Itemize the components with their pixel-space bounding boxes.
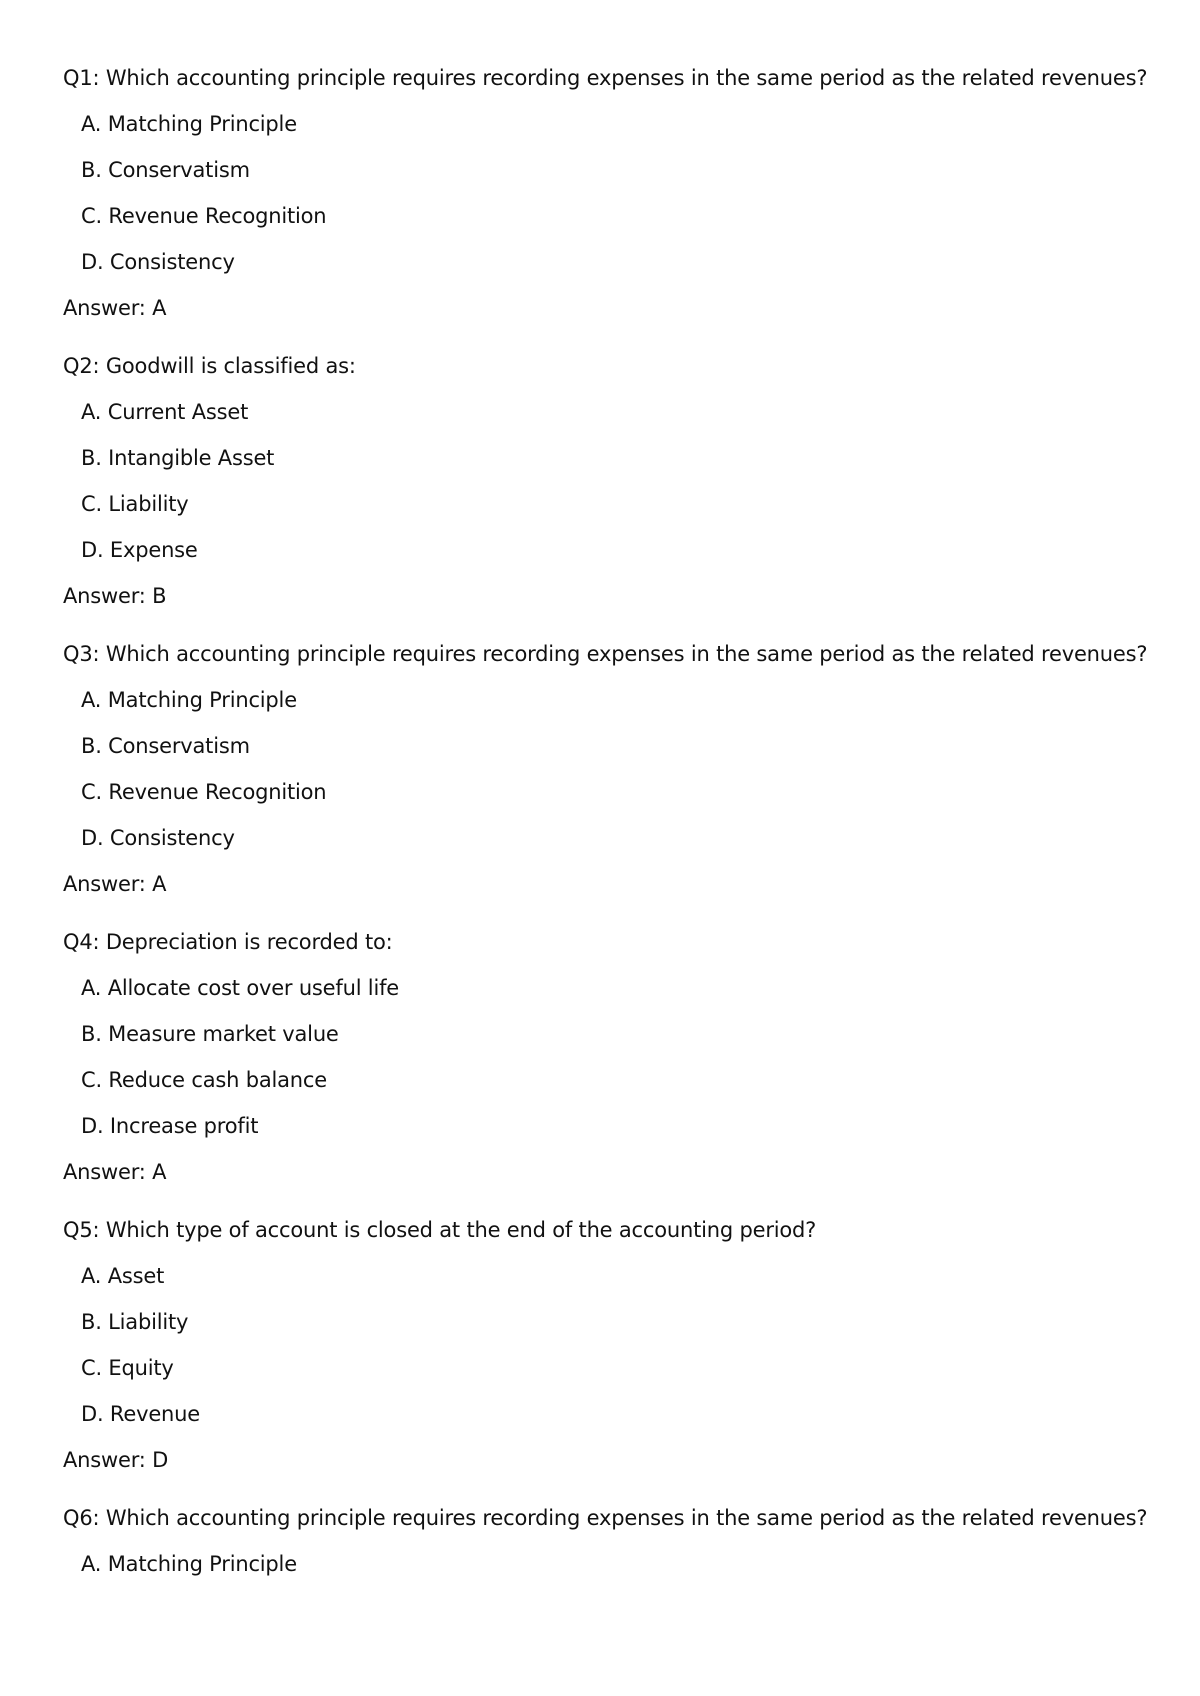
option-d: D. Consistency — [81, 826, 235, 850]
option-d: D. Increase profit — [81, 1114, 259, 1138]
option-c: C. Revenue Recognition — [81, 780, 327, 804]
answer-text: Answer: A — [63, 872, 167, 896]
answer-text: Answer: A — [63, 296, 167, 320]
option-a: A. Matching Principle — [81, 688, 297, 712]
answer-text: Answer: B — [63, 584, 167, 608]
option-b: B. Conservatism — [81, 158, 250, 182]
option-d: D. Expense — [81, 538, 198, 562]
option-b: B. Intangible Asset — [81, 446, 275, 470]
question-text: Q3: Which accounting principle requires recording expenses in the same period as the related revenues? — [63, 642, 1148, 666]
option-c: C. Equity — [81, 1356, 174, 1380]
answer-text: Answer: D — [63, 1448, 169, 1472]
option-c: C. Revenue Recognition — [81, 204, 327, 228]
option-b: B. Conservatism — [81, 734, 250, 758]
option-c: C. Reduce cash balance — [81, 1068, 327, 1092]
option-a: A. Matching Principle — [81, 112, 297, 136]
option-a: A. Matching Principle — [81, 1552, 297, 1576]
option-d: D. Consistency — [81, 250, 235, 274]
option-c: C. Liability — [81, 492, 189, 516]
answer-text: Answer: A — [63, 1160, 167, 1184]
question-text: Q2: Goodwill is classified as: — [63, 354, 356, 378]
option-a: A. Asset — [81, 1264, 165, 1288]
option-b: B. Measure market value — [81, 1022, 339, 1046]
question-text: Q4: Depreciation is recorded to: — [63, 930, 393, 954]
option-a: A. Allocate cost over useful life — [81, 976, 399, 1000]
question-text: Q1: Which accounting principle requires recording expenses in the same period as the related revenues? — [63, 66, 1148, 90]
question-text: Q5: Which type of account is closed at the end of the accounting period? — [63, 1218, 817, 1242]
option-d: D. Revenue — [81, 1402, 200, 1426]
option-a: A. Current Asset — [81, 400, 249, 424]
option-b: B. Liability — [81, 1310, 189, 1334]
question-text: Q6: Which accounting principle requires recording expenses in the same period as the related revenues? — [63, 1506, 1148, 1530]
